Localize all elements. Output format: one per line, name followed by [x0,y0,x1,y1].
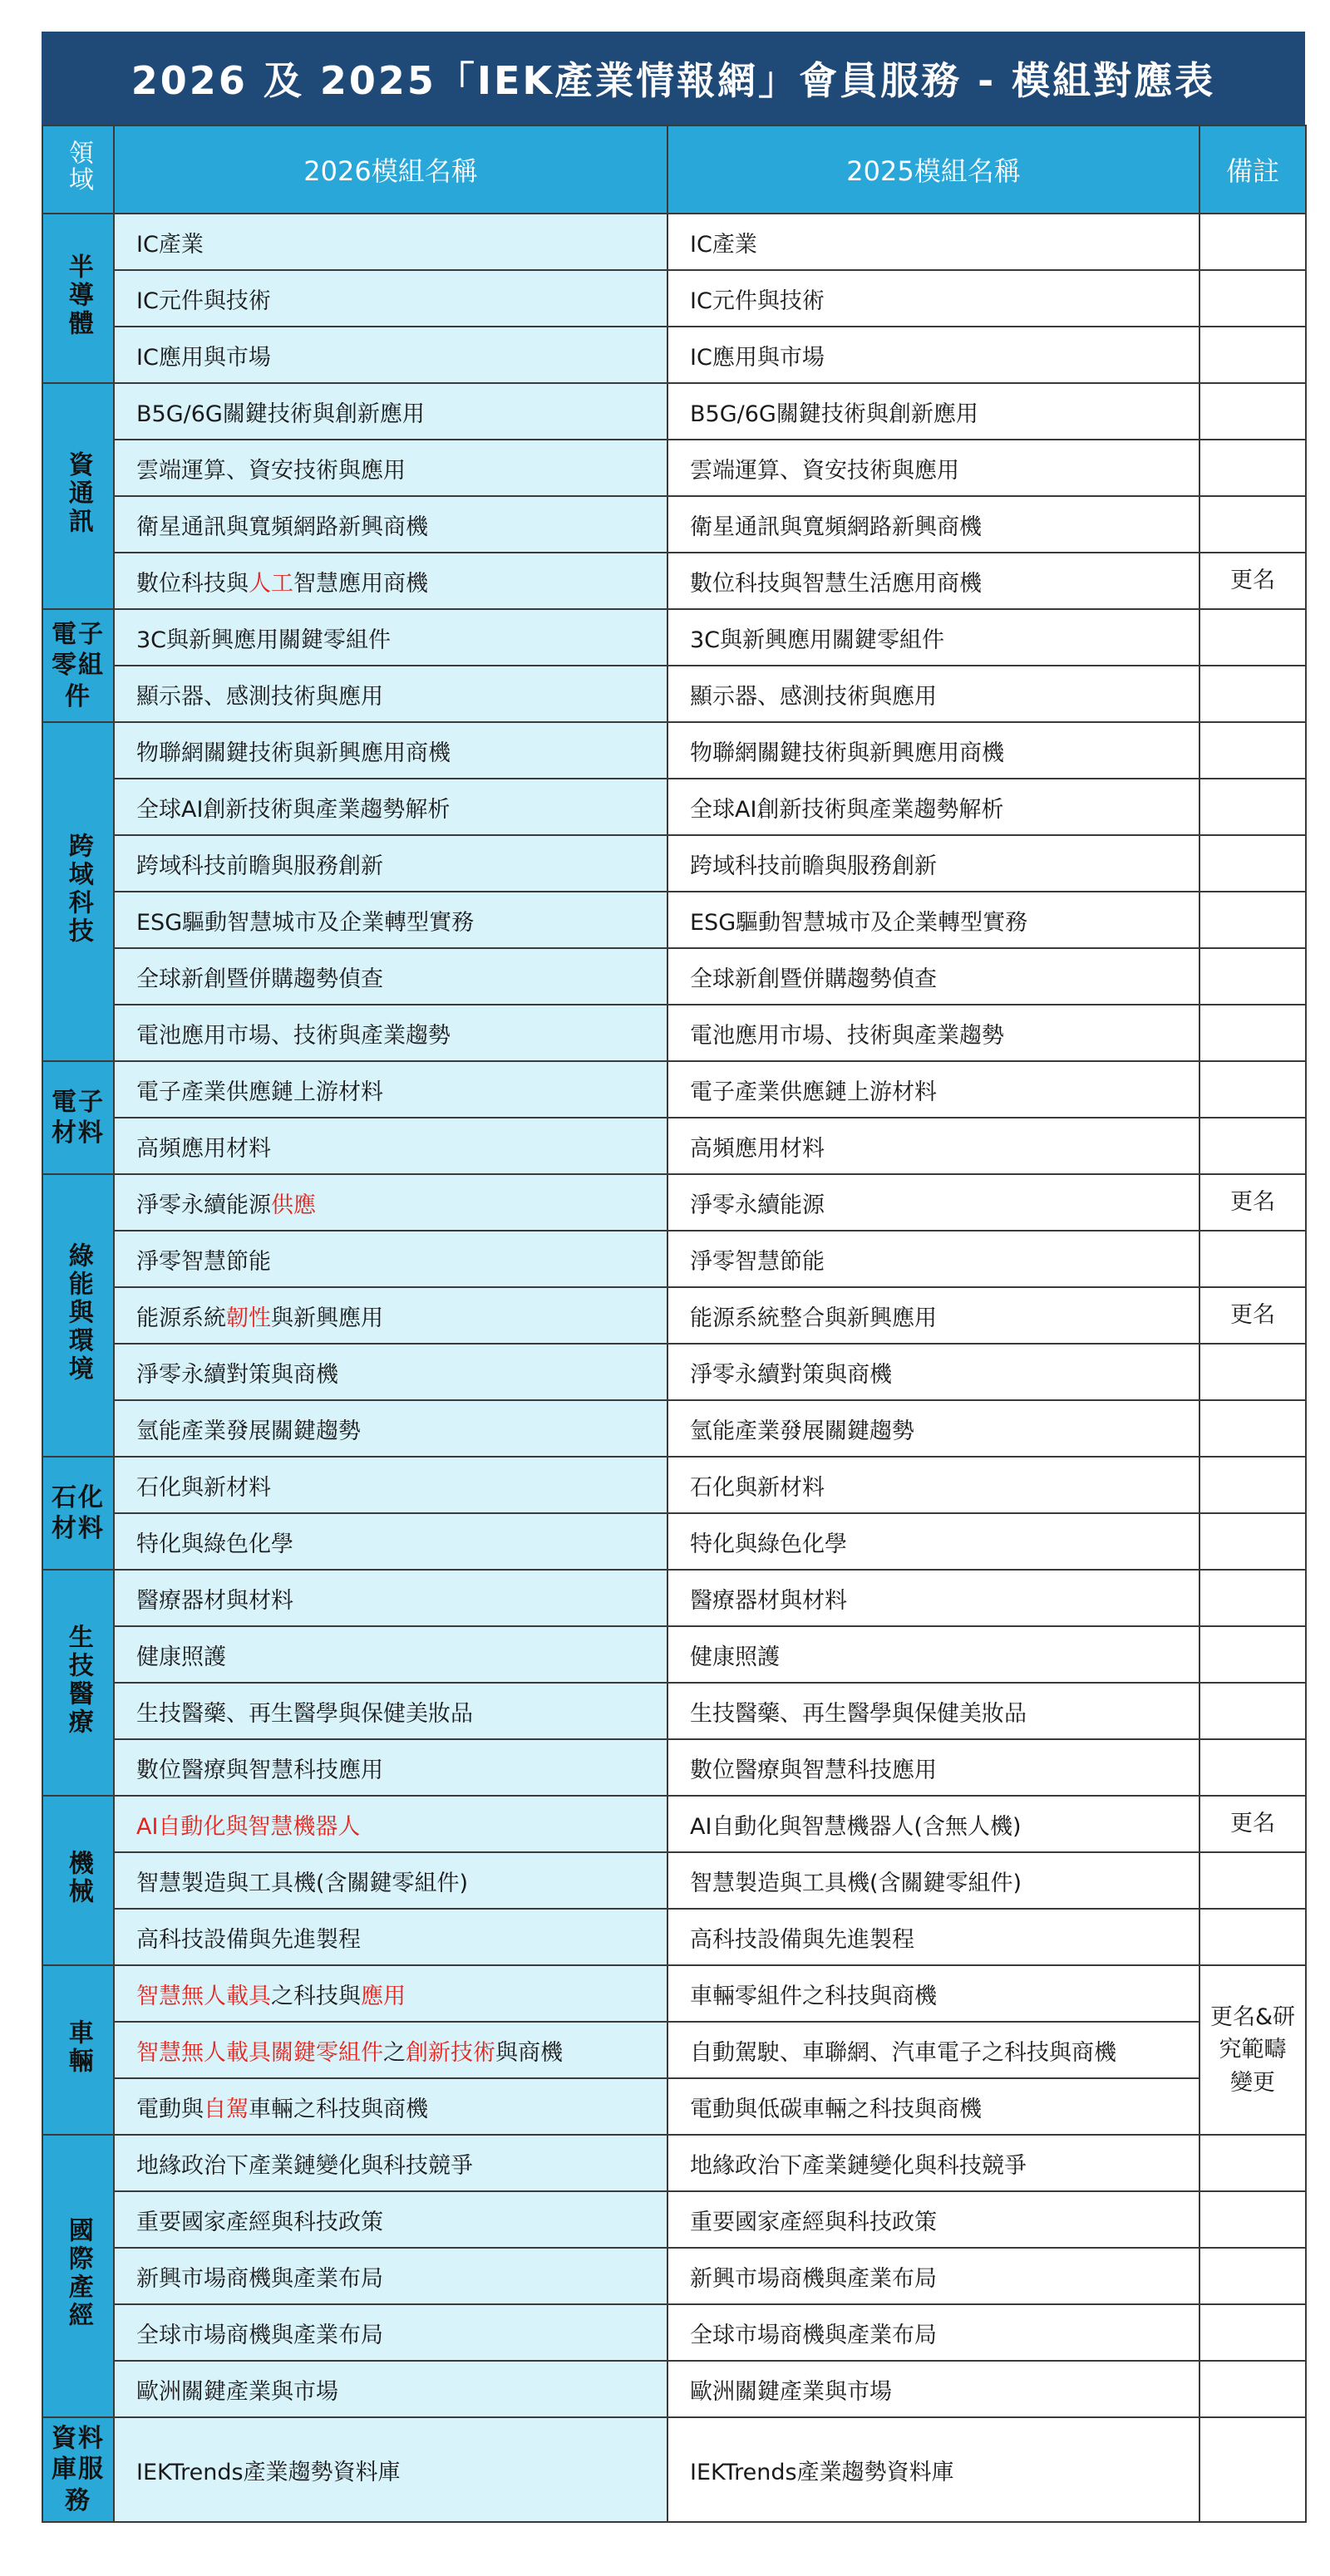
module-2025: 物聯網關鍵技術與新興應用商機 [667,722,1199,779]
module-2026-text: 淨零永續能源 [136,1192,271,1218]
module-2026-text: 特化與綠色化學 [136,1531,293,1557]
module-2025: 數位科技與智慧生活應用商機 [667,553,1199,609]
module-2026-text: 地緣政治下產業鏈變化與科技競爭 [136,2152,473,2179]
module-2026-text: 之 [383,2039,406,2066]
domain-label: 機械 [63,1849,93,1906]
module-2025: 醫療器材與材料 [667,1570,1199,1626]
domain-label: 生技醫療 [63,1623,93,1737]
module-2026 [114,1174,667,1231]
module-2026 [114,609,667,666]
table-row [42,1683,1306,1739]
table-row [42,835,1306,892]
module-2026-changed-text: 自駕 [204,2096,249,2122]
module-2026-changed-text: 創新技術 [406,2039,495,2066]
module-2026 [114,1513,667,1570]
domain-label: 電子材料 [52,1087,105,1148]
module-2026 [114,1852,667,1909]
note-cell: 更名 [1199,1287,1306,1344]
table-row [42,1061,1306,1118]
module-2026-text: IEKTrends產業趨勢資料庫 [136,2459,401,2485]
table-row [42,2248,1306,2304]
module-2025: 智慧製造與工具機(含關鍵零組件) [667,1852,1199,1909]
module-2025: 氫能產業發展關鍵趨勢 [667,1400,1199,1457]
module-2026-text: 高頻應用材料 [136,1135,271,1162]
table-row [42,1400,1306,1457]
module-2026 [114,1118,667,1174]
domain-cell [42,1174,114,1457]
note-cell [1199,1231,1306,1287]
module-2025: 全球市場商機與產業布局 [667,2304,1199,2361]
module-2025: IC元件與技術 [667,270,1199,327]
module-2025: 自動駕駛、車聯網、汽車電子之科技與商機 [667,2022,1199,2078]
domain-label: 國際產經 [63,2216,93,2330]
module-2026 [114,1457,667,1513]
domain-label: 綠能與環境 [63,1241,93,1384]
module-2026 [114,2361,667,2417]
module-mapping-table [42,125,1307,2523]
module-2026 [114,1796,667,1852]
domain-cell [42,1570,114,1796]
module-2026 [114,2022,667,2078]
note-cell [1199,2191,1306,2248]
note-cell [1199,270,1306,327]
title-bar [42,32,1305,125]
table-row [42,1852,1306,1909]
module-2026 [114,1287,667,1344]
module-2025: 健康照護 [667,1626,1199,1683]
table-row [42,1005,1306,1061]
module-2026 [114,1683,667,1739]
module-2026-text: IC元件與技術 [136,288,271,314]
table-row [42,892,1306,948]
module-2026 [114,553,667,609]
note-cell [1199,1626,1306,1683]
page-title: 2026 及 2025「IEK產業情報網」會員服務 - 模組對應表 [131,58,1216,103]
module-2025: 電動與低碳車輛之科技與商機 [667,2078,1199,2135]
module-2026 [114,722,667,779]
module-2026 [114,1400,667,1457]
note-cell [1199,2304,1306,2361]
note-cell [1199,2248,1306,2304]
module-2025: 3C與新興應用關鍵零組件 [667,609,1199,666]
table-row [42,270,1306,327]
note-cell [1199,1739,1306,1796]
domain-cell [42,2417,114,2522]
module-2026 [114,2248,667,2304]
header-domain: 領域 [42,125,114,214]
module-2025: 雲端運算、資安技術與應用 [667,440,1199,496]
note-cell [1199,722,1306,779]
table-row [42,496,1306,553]
module-2026 [114,383,667,440]
domain-cell [42,2135,114,2417]
module-2026-text: 全球新創暨併購趨勢偵查 [136,966,383,992]
module-2025: 全球AI創新技術與產業趨勢解析 [667,779,1199,835]
table-row [42,1231,1306,1287]
note-cell [1199,2417,1306,2522]
domain-cell [42,1965,114,2135]
note-cell [1199,1513,1306,1570]
table-row [42,2078,1306,2135]
note-cell [1199,440,1306,496]
note-cell [1199,327,1306,383]
domain-cell [42,609,114,722]
module-2026-text: 新興市場商機與產業布局 [136,2265,383,2292]
note-cell [1199,666,1306,722]
domain-label: 資料庫服務 [52,2423,105,2515]
header-note: 備註 [1199,125,1306,214]
table-header-row [42,125,1306,214]
note-cell [1199,609,1306,666]
module-2026-changed-text: 人工 [249,570,293,597]
note-cell [1199,2135,1306,2191]
module-2026-text: 淨零智慧節能 [136,1248,271,1275]
note-cell: 更名 [1199,1174,1306,1231]
note-cell [1199,1400,1306,1457]
module-2026 [114,1005,667,1061]
module-2026-changed-text: 韌性 [226,1305,271,1331]
note-cell [1199,214,1306,270]
module-2025: 顯示器、感測技術與應用 [667,666,1199,722]
note-cell: 更名 [1199,1796,1306,1852]
module-2026-changed-text: 應用 [361,1983,406,2009]
module-2025: IEKTrends產業趨勢資料庫 [667,2417,1199,2522]
module-2025: 淨零永續能源 [667,1174,1199,1231]
module-2026 [114,496,667,553]
module-2026 [114,2191,667,2248]
table-body [42,214,1306,2522]
module-2026 [114,2304,667,2361]
table-row [42,1118,1306,1174]
table-row [42,1287,1306,1344]
module-2026 [114,835,667,892]
domain-cell [42,1457,114,1570]
module-2026 [114,1965,667,2022]
module-2025: 衛星通訊與寬頻網路新興商機 [667,496,1199,553]
module-2025: 跨域科技前瞻與服務創新 [667,835,1199,892]
module-2025: 重要國家產經與科技政策 [667,2191,1199,2248]
module-2026-text: 醫療器材與材料 [136,1587,293,1614]
note-cell [1199,1909,1306,1965]
module-2025: 淨零智慧節能 [667,1231,1199,1287]
module-2026-changed-text: AI自動化與智慧機器人 [136,1813,361,1840]
module-2025: 車輛零組件之科技與商機 [667,1965,1199,2022]
module-2025: 高科技設備與先進製程 [667,1909,1199,1965]
module-2025: 高頻應用材料 [667,1118,1199,1174]
module-2026-text: 高科技設備與先進製程 [136,1926,361,1953]
domain-cell [42,383,114,609]
table-row [42,1909,1306,1965]
module-2026 [114,1909,667,1965]
module-2026-text: 車輛之科技與商機 [249,2096,428,2122]
module-2026-changed-text: 智慧無人載具關鍵零組件 [136,2039,383,2066]
domain-label: 石化材料 [52,1482,105,1543]
module-2026 [114,1626,667,1683]
domain-cell [42,214,114,383]
module-2026-text: 之科技與 [271,1983,361,2009]
note-cell [1199,835,1306,892]
module-2026-text: 數位醫療與智慧科技應用 [136,1757,383,1783]
note-cell [1199,1457,1306,1513]
module-2026-text: 物聯網關鍵技術與新興應用商機 [136,740,451,766]
table-row [42,2191,1306,2248]
table-row [42,440,1306,496]
table-row [42,2022,1306,2078]
module-2026-text: 3C與新興應用關鍵零組件 [136,627,392,653]
module-2025: 數位醫療與智慧科技應用 [667,1739,1199,1796]
module-2026-text: 石化與新材料 [136,1474,271,1501]
module-2025: ESG驅動智慧城市及企業轉型實務 [667,892,1199,948]
module-2026 [114,1061,667,1118]
module-2026-text: 生技醫藥、再生醫學與保健美妝品 [136,1700,473,1727]
table-row [42,666,1306,722]
module-2026-text: 與商機 [495,2039,563,2066]
table-row [42,2361,1306,2417]
module-2026-text: 氫能產業發展關鍵趨勢 [136,1418,361,1444]
table-row [42,383,1306,440]
note-cell [1199,1118,1306,1174]
module-2026-text: 與新興應用 [271,1305,383,1331]
module-2025: 生技醫藥、再生醫學與保健美妝品 [667,1683,1199,1739]
table-row [42,553,1306,609]
module-2026-text: 電動與 [136,2096,204,2122]
module-2026-text: 電池應用市場、技術與產業趨勢 [136,1022,451,1049]
module-2026 [114,327,667,383]
module-2026-text: 歐洲關鍵產業與市場 [136,2378,338,2405]
module-2026-text: 顯示器、感測技術與應用 [136,683,383,710]
module-2026-text: 淨零永續對策與商機 [136,1361,338,1388]
module-2025: 石化與新材料 [667,1457,1199,1513]
table-row [42,1457,1306,1513]
table-row [42,722,1306,779]
module-2026 [114,666,667,722]
domain-cell [42,1061,114,1174]
module-2026 [114,2417,667,2522]
domain-label: 資通訊 [63,450,93,536]
module-2026-text: IC應用與市場 [136,344,271,371]
module-2026 [114,2135,667,2191]
table-row [42,779,1306,835]
note-cell [1199,1570,1306,1626]
module-2026 [114,440,667,496]
note-cell [1199,496,1306,553]
module-2025: AI自動化與智慧機器人(含無人機) [667,1796,1199,1852]
module-2026-text: 智慧應用商機 [293,570,428,597]
table-row [42,2135,1306,2191]
module-2026-text: 電子產業供應鏈上游材料 [136,1079,383,1105]
table-row [42,1965,1306,2022]
module-2026 [114,214,667,270]
module-2026-text: 雲端運算、資安技術與應用 [136,457,406,484]
note-cell [1199,1344,1306,1400]
module-2025: 全球新創暨併購趨勢偵查 [667,948,1199,1005]
domain-label: 跨域科技 [63,832,93,946]
table-row [42,1626,1306,1683]
table-row [42,214,1306,270]
module-2026-text: 智慧製造與工具機(含關鍵零組件) [136,1870,469,1896]
module-2026-text: 健康照護 [136,1644,226,1670]
table-row [42,1570,1306,1626]
module-2025: 新興市場商機與產業布局 [667,2248,1199,2304]
module-2026 [114,948,667,1005]
module-2026-text: 重要國家產經與科技政策 [136,2209,383,2235]
note-cell: 更名&研究範疇變更 [1199,1965,1306,2135]
module-2025: 地緣政治下產業鏈變化與科技競爭 [667,2135,1199,2191]
module-2026 [114,1344,667,1400]
note-cell [1199,2361,1306,2417]
note-cell [1199,779,1306,835]
module-2026-changed-text: 智慧無人載具 [136,1983,271,2009]
module-2026-text: 全球市場商機與產業布局 [136,2322,383,2348]
domain-cell [42,722,114,1061]
note-cell [1199,1005,1306,1061]
module-2025: IC產業 [667,214,1199,270]
module-2026-text: IC產業 [136,231,204,258]
module-2026-changed-text: 供應 [271,1192,316,1218]
module-2026 [114,779,667,835]
domain-label: 半導體 [63,253,93,338]
module-2025: IC應用與市場 [667,327,1199,383]
module-2026-text: 能源系統 [136,1305,226,1331]
module-2026-text: 全球AI創新技術與產業趨勢解析 [136,796,451,823]
module-2026 [114,1570,667,1626]
module-2026 [114,2078,667,2135]
module-2025: 特化與綠色化學 [667,1513,1199,1570]
table-row [42,327,1306,383]
module-2026-text: B5G/6G關鍵技術與創新應用 [136,401,425,427]
table-row [42,1796,1306,1852]
domain-label: 電子零組件 [52,619,105,711]
note-cell [1199,948,1306,1005]
table-row [42,1513,1306,1570]
domain-label: 車輛 [63,2018,93,2076]
table-row [42,2304,1306,2361]
module-2025: B5G/6G關鍵技術與創新應用 [667,383,1199,440]
header-2026: 2026模組名稱 [114,125,667,214]
domain-cell [42,1796,114,1965]
module-2025: 電子產業供應鏈上游材料 [667,1061,1199,1118]
note-cell [1199,892,1306,948]
note-cell [1199,1061,1306,1118]
note-cell: 更名 [1199,553,1306,609]
note-cell [1199,1683,1306,1739]
table-row [42,948,1306,1005]
header-2025: 2025模組名稱 [667,125,1199,214]
table-row [42,1739,1306,1796]
module-2025: 能源系統整合與新興應用 [667,1287,1199,1344]
note-cell [1199,1852,1306,1909]
module-2025: 歐洲關鍵產業與市場 [667,2361,1199,2417]
table-row [42,1174,1306,1231]
table-row [42,2417,1306,2522]
module-2026 [114,1231,667,1287]
note-cell [1199,383,1306,440]
module-2026-text: 跨域科技前瞻與服務創新 [136,853,383,879]
module-2026-text: ESG驅動智慧城市及企業轉型實務 [136,909,475,936]
table-row [42,609,1306,666]
table-row [42,1344,1306,1400]
module-2026 [114,270,667,327]
module-2025: 淨零永續對策與商機 [667,1344,1199,1400]
module-2025: 電池應用市場、技術與產業趨勢 [667,1005,1199,1061]
module-2026 [114,1739,667,1796]
module-2026-text: 衛星通訊與寬頻網路新興商機 [136,514,428,540]
module-2026 [114,892,667,948]
module-2026-text: 數位科技與 [136,570,249,597]
